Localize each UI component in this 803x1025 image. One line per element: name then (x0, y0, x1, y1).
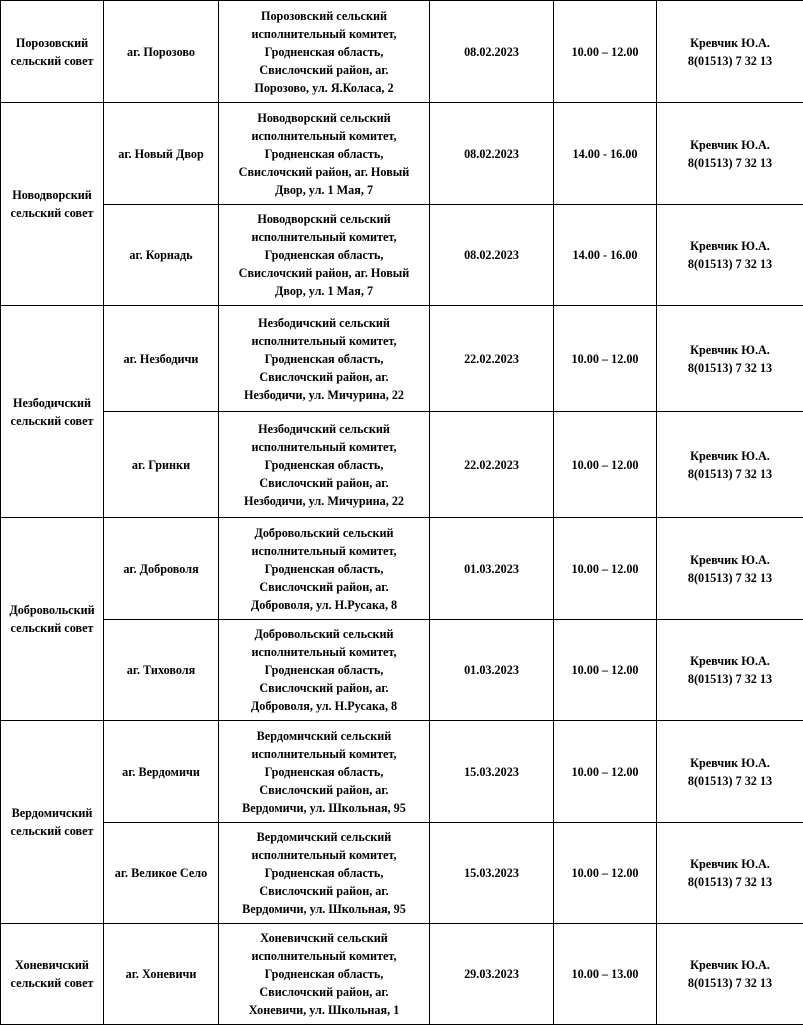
settlement-cell: аг. Незбодичи (104, 306, 219, 412)
contact-phone: 8(01513) 7 32 13 (660, 255, 800, 273)
date-cell: 01.03.2023 (430, 620, 554, 721)
contact-phone: 8(01513) 7 32 13 (660, 465, 800, 483)
address-line: Свислочский район, аг. (222, 983, 426, 1001)
date-cell: 08.02.2023 (430, 1, 554, 103)
contact-cell (657, 205, 803, 306)
council-cell (1, 103, 104, 306)
settlement-cell: аг. Корнадь (104, 205, 219, 306)
table-row (1, 412, 803, 518)
address-cell (219, 103, 430, 205)
council-cell (1, 924, 104, 1025)
address-line: Вердомичи, ул. Школьная, 95 (222, 900, 426, 918)
contact-phone: 8(01513) 7 32 13 (660, 359, 800, 377)
contact-person: Кревчик Ю.А. (660, 34, 800, 52)
settlement-cell: аг. Хоневичи (104, 924, 219, 1025)
settlement-cell: аг. Гринки (104, 412, 219, 518)
address-line: Двор, ул. 1 Мая, 7 (222, 282, 426, 300)
address-cell (219, 823, 430, 924)
council-name-line: сельский совет (4, 52, 100, 70)
address-line: Свислочский район, аг. (222, 474, 426, 492)
council-cell (1, 721, 104, 924)
address-line: исполнительный комитет, (222, 542, 426, 560)
council-cell (1, 518, 104, 721)
contact-cell (657, 620, 803, 721)
address-cell (219, 205, 430, 306)
address-cell (219, 412, 430, 518)
address-line: Гродненская область, (222, 864, 426, 882)
address-line: Хоневичский сельский (222, 929, 426, 947)
address-cell (219, 518, 430, 620)
contact-cell (657, 103, 803, 205)
contact-person: Кревчик Ю.А. (660, 652, 800, 670)
contact-cell (657, 306, 803, 412)
council-name-line: сельский совет (4, 822, 100, 840)
address-line: Доброволя, ул. Н.Русака, 8 (222, 697, 426, 715)
address-line: исполнительный комитет, (222, 643, 426, 661)
address-line: Свислочский район, аг. (222, 679, 426, 697)
council-name-line: Добровольский (4, 601, 100, 619)
contact-person: Кревчик Ю.А. (660, 551, 800, 569)
date-cell: 08.02.2023 (430, 205, 554, 306)
address-line: Свислочский район, аг. Новый (222, 163, 426, 181)
table-row (1, 306, 803, 412)
contact-cell (657, 721, 803, 823)
date-cell: 01.03.2023 (430, 518, 554, 620)
address-line: Вердомичский сельский (222, 828, 426, 846)
address-line: Новодворский сельский (222, 109, 426, 127)
time-cell: 14.00 - 16.00 (554, 205, 657, 306)
address-line: исполнительный комитет, (222, 947, 426, 965)
date-cell: 15.03.2023 (430, 823, 554, 924)
contact-person: Кревчик Ю.А. (660, 237, 800, 255)
contact-cell (657, 518, 803, 620)
address-line: Хоневичи, ул. Школьная, 1 (222, 1001, 426, 1019)
table-row (1, 924, 803, 1025)
address-line: Гродненская область, (222, 560, 426, 578)
contact-phone: 8(01513) 7 32 13 (660, 873, 800, 891)
address-line: Гродненская область, (222, 661, 426, 679)
address-line: Незбодичи, ул. Мичурина, 22 (222, 492, 426, 510)
date-cell: 08.02.2023 (430, 103, 554, 205)
address-line: Свислочский район, аг. (222, 61, 426, 79)
address-line: Добровольский сельский (222, 625, 426, 643)
time-cell: 14.00 - 16.00 (554, 103, 657, 205)
contact-cell (657, 924, 803, 1025)
address-cell (219, 924, 430, 1025)
address-line: исполнительный комитет, (222, 25, 426, 43)
contact-phone: 8(01513) 7 32 13 (660, 569, 800, 587)
table-row (1, 1, 803, 103)
time-cell: 10.00 – 12.00 (554, 306, 657, 412)
address-line: Гродненская область, (222, 145, 426, 163)
contact-cell (657, 823, 803, 924)
settlement-cell: аг. Порозово (104, 1, 219, 103)
contact-phone: 8(01513) 7 32 13 (660, 772, 800, 790)
contact-phone: 8(01513) 7 32 13 (660, 974, 800, 992)
table-row (1, 620, 803, 721)
address-line: Незбодичский сельский (222, 314, 426, 332)
address-line: Вердомичский сельский (222, 727, 426, 745)
address-line: Добровольский сельский (222, 524, 426, 542)
settlement-cell: аг. Доброволя (104, 518, 219, 620)
time-cell: 10.00 – 12.00 (554, 721, 657, 823)
time-cell: 10.00 – 12.00 (554, 518, 657, 620)
time-cell: 10.00 – 12.00 (554, 1, 657, 103)
address-line: Свислочский район, аг. (222, 368, 426, 386)
contact-phone: 8(01513) 7 32 13 (660, 670, 800, 688)
table-row (1, 103, 803, 205)
settlement-cell: аг. Новый Двор (104, 103, 219, 205)
address-line: Свислочский район, аг. (222, 781, 426, 799)
address-line: Порозово, ул. Я.Коласа, 2 (222, 79, 426, 97)
address-line: Незбодичский сельский (222, 420, 426, 438)
settlement-cell: аг. Вердомичи (104, 721, 219, 823)
address-line: Гродненская область, (222, 456, 426, 474)
council-name-line: сельский совет (4, 412, 100, 430)
date-cell: 29.03.2023 (430, 924, 554, 1025)
council-name-line: Вердомичский (4, 804, 100, 822)
address-line: Свислочский район, аг. (222, 882, 426, 900)
address-line: Гродненская область, (222, 350, 426, 368)
settlement-cell: аг. Тиховоля (104, 620, 219, 721)
address-cell (219, 306, 430, 412)
address-line: Незбодичи, ул. Мичурина, 22 (222, 386, 426, 404)
table-row (1, 721, 803, 823)
contact-cell (657, 1, 803, 103)
contact-phone: 8(01513) 7 32 13 (660, 52, 800, 70)
date-cell: 22.02.2023 (430, 412, 554, 518)
contact-person: Кревчик Ю.А. (660, 956, 800, 974)
address-line: Свислочский район, аг. Новый (222, 264, 426, 282)
address-line: Гродненская область, (222, 43, 426, 61)
council-cell (1, 306, 104, 518)
table-row (1, 823, 803, 924)
contact-person: Кревчик Ю.А. (660, 447, 800, 465)
address-line: исполнительный комитет, (222, 846, 426, 864)
contact-person: Кревчик Ю.А. (660, 136, 800, 154)
address-line: Свислочский район, аг. (222, 578, 426, 596)
table-row (1, 205, 803, 306)
address-line: Порозовский сельский (222, 7, 426, 25)
address-line: Гродненская область, (222, 246, 426, 264)
council-name-line: сельский совет (4, 204, 100, 222)
address-line: Новодворский сельский (222, 210, 426, 228)
time-cell: 10.00 – 13.00 (554, 924, 657, 1025)
contact-cell (657, 412, 803, 518)
contact-phone: 8(01513) 7 32 13 (660, 154, 800, 172)
time-cell: 10.00 – 12.00 (554, 620, 657, 721)
table-row (1, 518, 803, 620)
address-cell (219, 1, 430, 103)
address-line: исполнительный комитет, (222, 228, 426, 246)
council-name-line: Новодворский (4, 186, 100, 204)
address-line: исполнительный комитет, (222, 127, 426, 145)
address-line: Доброволя, ул. Н.Русака, 8 (222, 596, 426, 614)
time-cell: 10.00 – 12.00 (554, 823, 657, 924)
council-name-line: Порозовский (4, 34, 100, 52)
address-line: исполнительный комитет, (222, 332, 426, 350)
council-cell (1, 1, 104, 103)
council-name-line: сельский совет (4, 619, 100, 637)
contact-person: Кревчик Ю.А. (660, 341, 800, 359)
address-cell (219, 620, 430, 721)
contact-person: Кревчик Ю.А. (660, 754, 800, 772)
time-cell: 10.00 – 12.00 (554, 412, 657, 518)
council-name-line: сельский совет (4, 974, 100, 992)
address-line: Гродненская область, (222, 763, 426, 781)
date-cell: 15.03.2023 (430, 721, 554, 823)
address-cell (219, 721, 430, 823)
address-line: Двор, ул. 1 Мая, 7 (222, 181, 426, 199)
council-name-line: Незбодичский (4, 394, 100, 412)
address-line: исполнительный комитет, (222, 438, 426, 456)
council-name-line: Хоневичский (4, 956, 100, 974)
address-line: Гродненская область, (222, 965, 426, 983)
settlement-cell: аг. Великое Село (104, 823, 219, 924)
address-line: исполнительный комитет, (222, 745, 426, 763)
contact-person: Кревчик Ю.А. (660, 855, 800, 873)
address-line: Вердомичи, ул. Школьная, 95 (222, 799, 426, 817)
date-cell: 22.02.2023 (430, 306, 554, 412)
